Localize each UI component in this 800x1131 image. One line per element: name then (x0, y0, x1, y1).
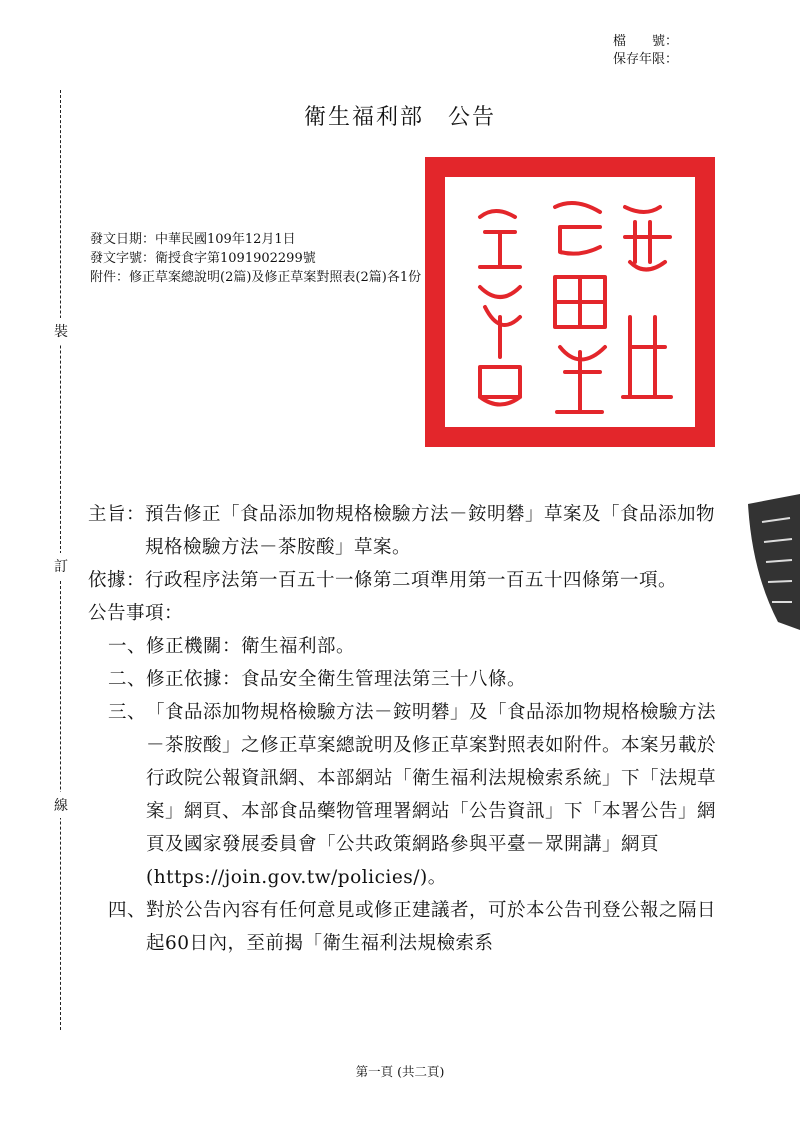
item-number: 四、 (108, 900, 147, 921)
seal-script-glyphs (445, 177, 695, 427)
attachment-info: 附件：修正草案總說明(2篇)及修正草案對照表(2篇)各1份 (90, 270, 422, 285)
document-type: 公告 (448, 105, 497, 130)
item-number: 三、 (108, 702, 147, 723)
item-number: 二、 (108, 669, 147, 690)
basis-label: 依據： (88, 570, 146, 591)
binding-mark: 線 (51, 792, 71, 818)
notice-item (88, 696, 728, 894)
retention-period-label: 保存年限： (612, 52, 678, 67)
item-text: 對於公告內容有任何意見或修正建議者，可於本公告刊登公報之隔日起60日內，至前揭「衛生福利法規檢索系 (146, 900, 717, 954)
dispatch-date: 發文日期：中華民國109年12月1日 (90, 232, 296, 247)
item-text: 「食品添加物規格檢驗方法－銨明礬」及「食品添加物規格檢驗方法－茶胺酸」之修正草案總說明及修正草案對照表如附件。本案另載於行政院公報資訊網、本部網站「衛生福利法規檢索系統」下「法規草案」網頁、本部食品藥物管理署網站「公告資訊」下「本署公告」網頁及國家發展委員會「公共政策網路參與平臺－眾開講」網頁 (https://join.gov.tw/policies/)。 (146, 702, 717, 888)
basis-section (88, 564, 728, 597)
document-body (88, 498, 728, 960)
official-seal (425, 157, 715, 447)
file-number-label: 檔 號： (612, 34, 678, 49)
dispatch-number: 發文字號：衛授食字第1091902299號 (90, 251, 316, 266)
subject-section (88, 498, 728, 564)
subject-label: 主旨： (88, 504, 146, 525)
notice-item (88, 630, 728, 663)
binding-mark: 訂 (51, 553, 71, 579)
item-number: 一、 (108, 636, 147, 657)
item-text: 修正機關：衛生福利部。 (146, 636, 356, 657)
page-title (0, 100, 800, 131)
notice-item (88, 894, 728, 960)
dispatch-info (90, 230, 421, 287)
notice-label: 公告事項： (88, 603, 184, 624)
item-text: 修正依據：食品安全衛生管理法第三十八條。 (146, 669, 527, 690)
notice-item (88, 663, 728, 696)
agency-name: 衛生福利部 (303, 105, 424, 130)
basis-text: 行政程序法第一百五十一條第二項準用第一百五十四條第一項。 (145, 570, 678, 591)
page-number: 第一頁 (共二頁) (355, 1064, 445, 1079)
subject-text: 預告修正「食品添加物規格檢驗方法－銨明礬」草案及「食品添加物規格檢驗方法－茶胺酸」草案。 (145, 504, 716, 558)
binding-mark: 裝 (51, 318, 71, 344)
scan-stamp-fragment (742, 492, 800, 632)
